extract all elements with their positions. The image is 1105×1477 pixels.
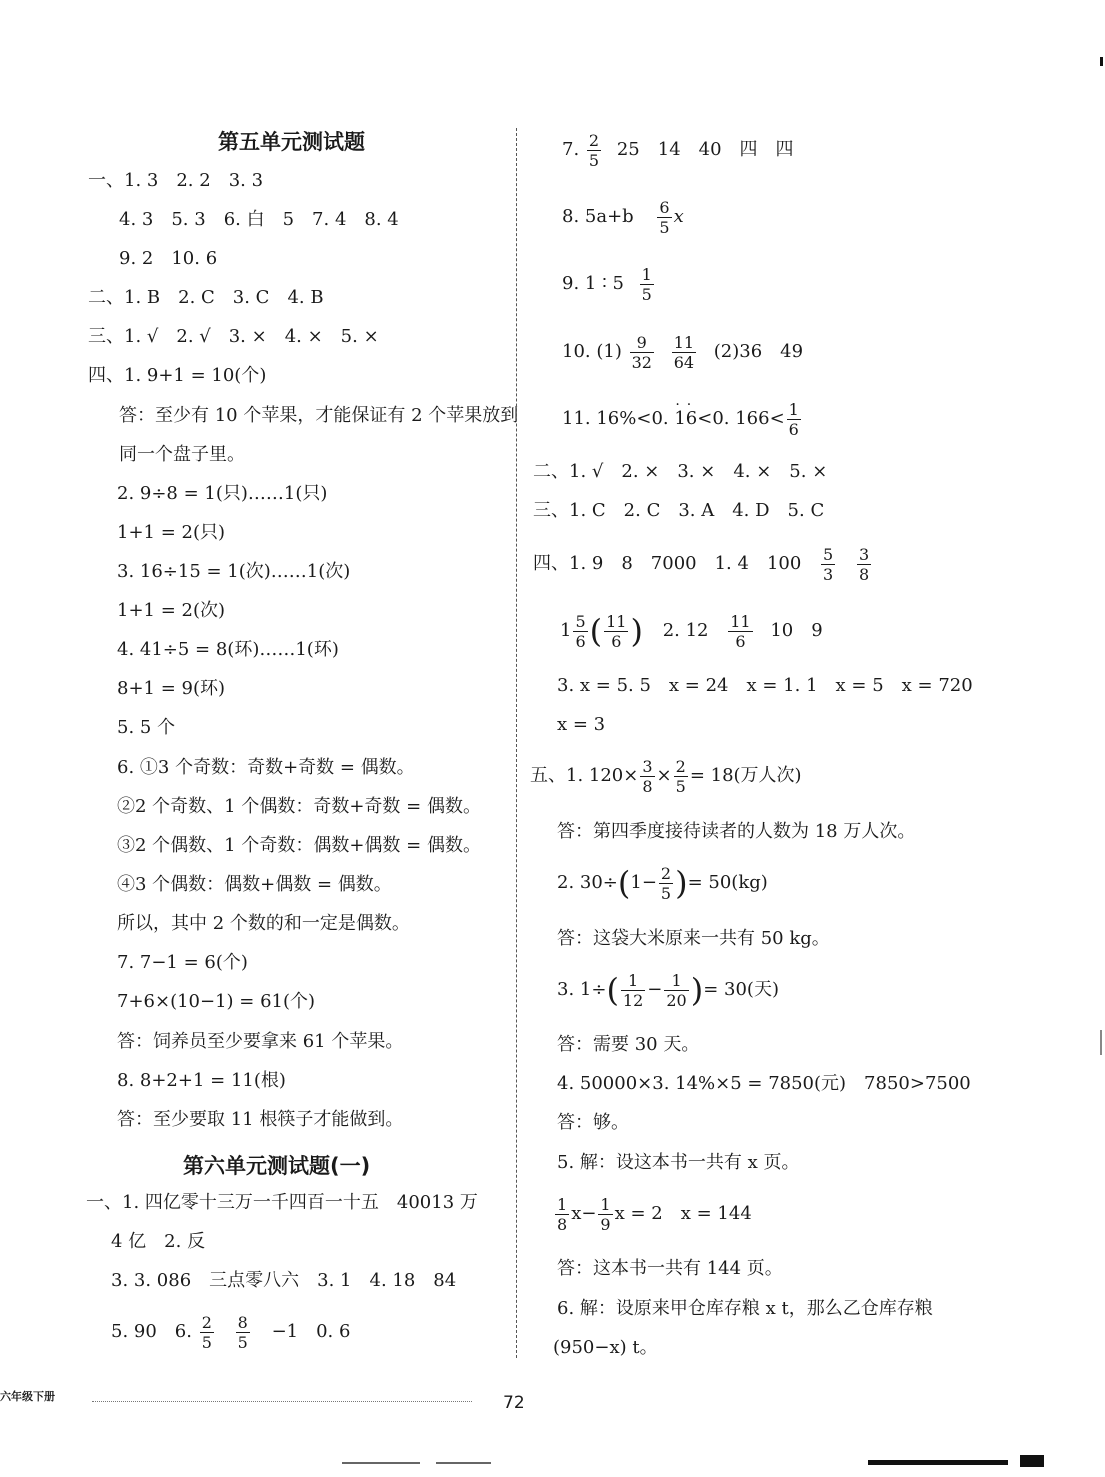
answer-line: 答：需要 30 天。 (557, 1034, 700, 1055)
fraction: $\frac{1}{8}$ (557, 1194, 568, 1234)
answer-line: 4 亿 2. 反 (111, 1231, 206, 1252)
answer-text: 3. 1÷ (557, 979, 607, 1000)
answer-line: 1+1 = 2(次) (117, 600, 226, 621)
answer-line: 3. 3. 086 三点零八六 3. 1 4. 18 84 (111, 1270, 457, 1291)
answer-line: 9. 2 10. 6 (119, 248, 218, 269)
paren-right: ) (690, 971, 704, 1009)
fraction: $\frac{1}{5}$ (641, 264, 652, 304)
answer-line: (950−x) t。 (553, 1337, 658, 1358)
answer-text: 四、1. 9 8 7000 1. 4 100 (533, 553, 802, 574)
answer-text: = 18(万人次) (689, 765, 802, 786)
answer-line (557, 966, 779, 1014)
answer-line: 一、1. 3 2. 2 3. 3 (88, 170, 264, 191)
footer-book-label: 六年级下册 (0, 1390, 55, 1403)
answer-line: 6. 解：设原来甲仓库存粮 x t，那么乙仓库存粮 (557, 1298, 933, 1319)
scan-mark (1100, 57, 1103, 66)
paren-right: ) (675, 864, 688, 902)
answer-line: 所以，其中 2 个数的和一定是偶数。 (117, 913, 410, 934)
unit5-title: 第五单元测试题 (218, 130, 365, 154)
page-number: 72 (503, 1393, 525, 1413)
answer-line (530, 752, 802, 800)
answer-text: = 30(天) (703, 979, 779, 1000)
answer-line: 5. 解：设这本书一共有 x 页。 (557, 1152, 800, 1173)
column-divider (516, 128, 517, 1358)
scan-mark (868, 1460, 1008, 1465)
paren-left: ( (617, 864, 631, 902)
answer-line: 4. 41÷5 = 8(环)……1(环) (117, 639, 339, 660)
answer-line: 4. 50000×3. 14%×5 = 7850(元) 7850>7500 (557, 1073, 971, 1094)
operator: × (656, 765, 672, 786)
answer-text: 11. 16%<0. (562, 408, 675, 429)
answer-line: 答：第四季度接待读者的人数为 18 万人次。 (557, 821, 916, 842)
footer-rule (92, 1401, 472, 1402)
answer-text: 10. (1) (562, 341, 622, 362)
answer-line: 答：至少有 10 个苹果，才能保证有 2 个苹果放到 (119, 405, 519, 426)
fraction: $\frac{11}{64}$ (673, 332, 695, 372)
answer-line (562, 260, 656, 308)
fraction: $\frac{2}{5}$ (201, 1312, 212, 1352)
operator: − (647, 979, 663, 1000)
repeating-digit: · 6 (686, 395, 697, 443)
fraction: $\frac{1}{6}$ (788, 399, 799, 439)
answer-line: 6. ①3 个奇数：奇数+奇数 = 偶数。 (117, 757, 415, 778)
answer-line: 一、1. 四亿零十三万一千四百一十五 40013 万 (86, 1192, 478, 1213)
fraction: $\frac{2}{5}$ (675, 756, 686, 796)
answer-line: 三、1. C 2. C 3. A 4. D 5. C (533, 500, 825, 521)
fraction: $\frac{2}{5}$ (588, 130, 600, 170)
answer-text: 2. 30÷ (557, 872, 618, 893)
fraction: $\frac{3}{8}$ (858, 544, 870, 584)
answer-line (111, 1308, 350, 1356)
answer-line: 5. 5 个 (117, 717, 176, 738)
answer-text: <0. 166< (697, 408, 785, 429)
answer-line: 3. 16÷15 = 1(次)……1(次) (117, 561, 351, 582)
answer-text: 2. 12 (662, 620, 709, 641)
scan-mark (1020, 1455, 1044, 1467)
answer-line: 3. x = 5. 5 x = 24 x = 1. 1 x = 5 x = 720 (557, 675, 973, 696)
answer-line: 4. 3 5. 3 6. 白 5 7. 4 8. 4 (119, 209, 399, 230)
answer-text: 8. 5a+b (562, 206, 634, 227)
answer-line: 同一个盘子里。 (119, 444, 245, 465)
answer-line: 二、1. B 2. C 3. C 4. B (88, 287, 324, 308)
scan-mark (436, 1462, 491, 1464)
answer-line: 2. 9÷8 = 1(只)……1(只) (117, 483, 328, 504)
answer-text: 25 14 40 四 四 (616, 139, 794, 160)
paren-left: ( (589, 612, 603, 650)
repeating-digit: · 1 (674, 395, 685, 443)
answer-line: ③2 个偶数、1 个奇数：偶数+偶数 = 偶数。 (117, 835, 481, 856)
answer-text: x− (571, 1203, 597, 1224)
answer-text: 5. 90 6. (111, 1321, 192, 1342)
fraction: $\frac{2}{5}$ (660, 863, 672, 903)
fraction: $\frac{5}{3}$ (823, 544, 834, 584)
answer-line: 答：这本书一共有 144 页。 (557, 1258, 783, 1279)
answer-line: 四、1. 9+1 = 10(个) (88, 365, 267, 386)
fraction: $\frac{8}{5}$ (237, 1312, 248, 1352)
fraction: $\frac{11}{6}$ (730, 611, 751, 651)
scan-mark (1100, 1030, 1102, 1055)
answer-line: 二、1. √ 2. × 3. × 4. × 5. × (533, 461, 828, 482)
answer-text: x = 2 x = 144 (614, 1203, 752, 1224)
fraction: $\frac{11}{6}$ (606, 611, 627, 651)
answer-line (562, 126, 794, 174)
fraction: $\frac{6}{5}$ (659, 197, 670, 237)
answer-line: x = 3 (557, 714, 606, 735)
answer-line: 三、1. √ 2. √ 3. × 4. × 5. × (88, 326, 379, 347)
answer-text: (2)36 49 (713, 341, 804, 362)
answer-line (557, 859, 768, 907)
fraction: $\frac{5}{6}$ (575, 611, 586, 651)
answer-line: ②2 个奇数、1 个偶数：奇数+奇数 = 偶数。 (117, 796, 481, 817)
fraction: $\frac{1}{20}$ (666, 970, 687, 1010)
paren-right: ) (630, 612, 643, 650)
answer-line: 8. 8+2+1 = 11(根) (117, 1070, 286, 1091)
answer-line (553, 1190, 752, 1238)
answer-text: 9. 1 ∶ 5 (562, 273, 624, 294)
answer-line (562, 193, 684, 241)
answer-text: 1 (560, 620, 572, 641)
answer-line: 答：饲养员至少要拿来 61 个苹果。 (117, 1031, 404, 1052)
answer-text: = 50(kg) (687, 872, 768, 893)
answer-line (562, 328, 803, 376)
fraction: $\frac{3}{8}$ (642, 756, 653, 796)
answer-text: 1− (630, 872, 657, 893)
answer-line: 1+1 = 2(只) (117, 522, 226, 543)
answer-text: −1 0. 6 (271, 1321, 351, 1342)
answer-text: 10 9 (770, 620, 823, 641)
unit6-title: 第六单元测试题(一) (183, 1154, 371, 1178)
answer-text: 7. (562, 139, 580, 160)
answer-line: 答：够。 (557, 1112, 629, 1133)
answer-line: 7. 7−1 = 6(个) (117, 952, 248, 973)
answer-line: 8+1 = 9(环) (117, 678, 226, 699)
answer-line: 7+6×(10−1) = 61(个) (117, 991, 316, 1012)
fraction: $\frac{9}{32}$ (631, 332, 652, 372)
scan-mark (342, 1462, 420, 1464)
variable: x (673, 206, 684, 227)
fraction: $\frac{1}{9}$ (600, 1194, 611, 1234)
fraction: $\frac{1}{12}$ (622, 970, 644, 1010)
answer-line: 答：这袋大米原来一共有 50 kg。 (557, 928, 830, 949)
answer-text: 五、1. 120× (530, 765, 639, 786)
answer-line: 答：至少要取 11 根筷子才能做到。 (117, 1109, 404, 1130)
answer-line (560, 607, 823, 655)
answer-line (562, 395, 803, 443)
answer-line: ④3 个偶数：偶数+偶数 = 偶数。 (117, 874, 392, 895)
paren-left: ( (606, 971, 619, 1009)
answer-line (533, 540, 873, 588)
